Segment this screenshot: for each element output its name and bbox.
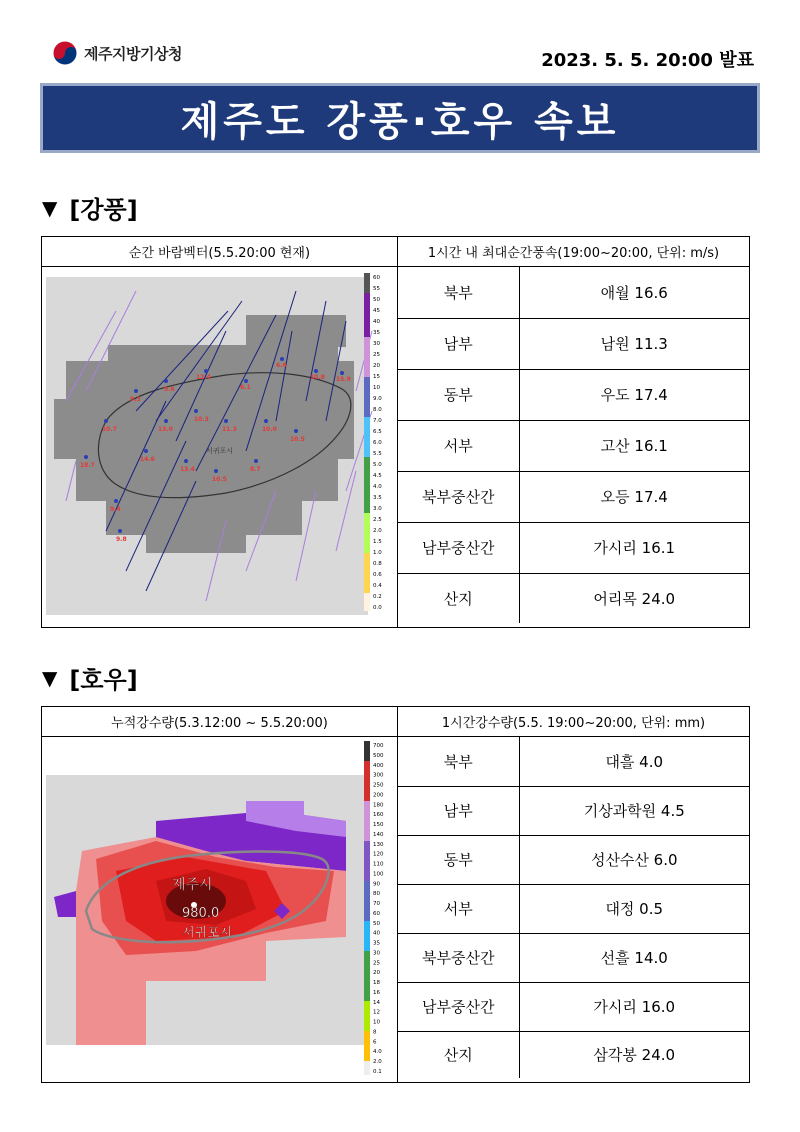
legend-tick-label: 300: [373, 772, 384, 779]
table-row: [398, 318, 749, 369]
rain-panel: [41, 706, 750, 1083]
rain-map-cell: [42, 707, 398, 1082]
legend-tick-label: 5.5: [373, 451, 382, 457]
header: [40, 38, 760, 78]
table-row: [398, 737, 749, 786]
triangle-down-icon: ▼: [42, 195, 58, 220]
triangle-down-icon: ▼: [42, 665, 58, 690]
legend-tick-label: 0.8: [373, 561, 382, 567]
rain-accumulation-map: [46, 741, 392, 1083]
value-cell: 가시리 16.0: [519, 982, 749, 1031]
legend-tick-label: 80: [373, 891, 380, 898]
region-cell: 남부: [398, 318, 519, 369]
table-row: [398, 786, 749, 835]
svg-text:9.8: 9.8: [116, 536, 127, 543]
wind-map-city-label: 서귀포시: [206, 447, 234, 455]
legend-tick-label: 1.5: [373, 539, 382, 545]
rain-table: [398, 737, 749, 1078]
table-row: [398, 835, 749, 884]
table-row: [398, 522, 749, 573]
table-row: [398, 573, 749, 623]
rain-table-caption: 1시간강수량(5.5. 19:00~20:00, 단위: mm): [398, 707, 749, 737]
svg-text:14.6: 14.6: [140, 456, 155, 463]
legend-tick-label: 4.5: [373, 473, 382, 479]
legend-tick-label: 160: [373, 812, 384, 819]
rain-section-label: [호우]: [69, 666, 138, 694]
wind-table-caption: 1시간 내 최대순간풍속(19:00~20:00, 단위: m/s): [398, 237, 749, 267]
agency-name: 제주지방기상청: [84, 44, 182, 63]
region-cell: 남부중산간: [398, 982, 519, 1031]
svg-text:13.0: 13.0: [158, 426, 173, 433]
taegeuk-icon: [52, 40, 78, 66]
legend-tick-label: 50: [373, 297, 380, 303]
legend-tick-label: 500: [373, 752, 384, 759]
value-cell: 어리목 24.0: [593, 589, 676, 608]
legend-tick-label: 120: [373, 851, 384, 858]
region-cell: 북부: [398, 267, 519, 318]
svg-text:11.3: 11.3: [222, 426, 237, 433]
legend-tick-label: 10: [373, 1019, 380, 1026]
legend-tick-label: 0.4: [373, 583, 382, 589]
legend-tick-label: 55: [373, 286, 380, 292]
table-row: [398, 982, 749, 1031]
legend-tick-label: 40: [373, 319, 380, 325]
svg-text:10.0: 10.0: [262, 426, 277, 433]
page-title: 제주도 강풍·호우 속보: [180, 98, 620, 145]
svg-text:10.5: 10.5: [290, 436, 305, 443]
legend-tick-label: 9.0: [373, 396, 382, 402]
legend-tick-label: 25: [373, 352, 380, 358]
legend-tick-label: 45: [373, 308, 380, 314]
value-cell: 가시리 16.1: [519, 522, 749, 573]
rain-map-label-max: 980.0: [182, 906, 220, 921]
rain-map-label-jeju: 제주시: [172, 877, 213, 893]
legend-tick-label: 140: [373, 831, 384, 838]
legend-tick-label: 400: [373, 762, 384, 769]
table-row: [398, 1031, 749, 1078]
legend-tick-label: 20: [373, 970, 380, 977]
svg-text:12.4: 12.4: [196, 374, 211, 381]
legend-tick-label: 3.0: [373, 506, 382, 512]
legend-tick-label: 1.0: [373, 550, 382, 556]
legend-tick-label: 700: [373, 743, 384, 749]
table-row: [398, 267, 749, 318]
legend-tick-label: 40: [373, 930, 380, 937]
rain-legend: [364, 741, 384, 1075]
legend-tick-label: 10: [373, 385, 380, 391]
value-cell: 대정 0.5: [519, 884, 749, 933]
svg-text:10.7: 10.7: [102, 426, 117, 433]
legend-tick-label: 150: [373, 822, 384, 829]
legend-tick-label: 90: [373, 881, 380, 888]
legend-tick-label: 6.5: [373, 429, 382, 435]
legend-tick-label: 35: [373, 940, 380, 947]
legend-tick-label: 2.0: [373, 1059, 382, 1066]
svg-text:10.5: 10.5: [212, 476, 227, 483]
legend-tick-label: 3.5: [373, 495, 382, 501]
legend-tick-label: 60: [373, 275, 380, 281]
legend-tick-label: 30: [373, 341, 380, 347]
legend-tick-label: 20: [373, 363, 380, 369]
wind-section-title: [42, 190, 138, 225]
wind-panel: [41, 236, 750, 628]
value-cell: 애월 16.6: [519, 267, 749, 318]
wind-vector-map: [46, 271, 392, 623]
region-cell: 서부: [398, 884, 519, 933]
legend-tick-label: 7.0: [373, 418, 382, 424]
value-cell: 선흘 14.0: [519, 933, 749, 982]
legend-tick-label: 0.6: [373, 572, 382, 578]
legend-tick-label: 70: [373, 901, 380, 908]
svg-text:9.4: 9.4: [110, 506, 121, 513]
legend-tick-label: 60: [373, 910, 380, 917]
region-cell: 북부: [398, 737, 519, 786]
table-row: [398, 369, 749, 420]
legend-tick-label: 15: [373, 374, 380, 380]
legend-tick-label: 200: [373, 792, 384, 799]
region-cell: 서부: [398, 420, 519, 471]
legend-tick-label: 0.1: [373, 1069, 382, 1075]
rain-map-caption: 누적강수량(5.3.12:00 ~ 5.5.20:00): [42, 707, 397, 737]
legend-tick-label: 4.0: [373, 1049, 382, 1056]
table-row: [398, 471, 749, 522]
legend-tick-label: 130: [373, 841, 384, 848]
legend-tick-label: 50: [373, 920, 380, 927]
value-cell: 기상과학원 4.5: [519, 786, 749, 835]
legend-tick-label: 14: [373, 999, 380, 1006]
legend-tick-label: 18: [373, 980, 380, 987]
region-cell: 동부: [398, 835, 519, 884]
svg-text:15.9: 15.9: [336, 376, 351, 383]
rain-table-cell: [398, 707, 749, 1082]
svg-text:10.8: 10.8: [310, 374, 325, 381]
value-cell: 대흘 4.0: [519, 737, 749, 786]
legend-tick-label: 100: [373, 871, 384, 878]
issued-time: 2023. 5. 5. 20:00 발표: [541, 50, 754, 71]
legend-tick-label: 35: [373, 330, 380, 336]
legend-tick-label: 110: [373, 861, 384, 868]
value-cell: 우도 17.4: [519, 369, 749, 420]
legend-tick-label: 8: [373, 1029, 377, 1036]
value-cell: 성산수산 6.0: [519, 835, 749, 884]
region-cell: 동부: [398, 369, 519, 420]
region-cell: 남부중산간: [398, 522, 519, 573]
legend-tick-label: 12: [373, 1009, 380, 1016]
legend-tick-label: 8.0: [373, 407, 382, 413]
legend-tick-label: 180: [373, 802, 384, 809]
wind-legend: [364, 273, 382, 611]
title-banner: [40, 83, 760, 153]
legend-tick-label: 25: [373, 960, 380, 967]
legend-tick-label: 4.0: [373, 484, 382, 490]
svg-text:6.1: 6.1: [240, 384, 251, 391]
legend-tick-label: 6.0: [373, 440, 382, 446]
wind-table: [398, 267, 749, 623]
value-cell: 남원 11.3: [519, 318, 749, 369]
table-row: [398, 933, 749, 982]
value-cell: 오등 17.4: [519, 471, 749, 522]
svg-text:9.6: 9.6: [164, 386, 175, 393]
legend-tick-label: 5.0: [373, 462, 382, 468]
wind-map-cell: [42, 237, 398, 627]
legend-tick-label: 0.0: [373, 605, 382, 611]
rain-map-label-seogwipo: 서귀포시: [182, 926, 233, 941]
svg-text:18.7: 18.7: [80, 462, 95, 469]
rain-section-title: [42, 660, 138, 695]
agency-logo: [52, 40, 182, 66]
region-cell: 북부중산간: [398, 471, 519, 522]
value-cell: 고산 16.1: [519, 420, 749, 471]
legend-tick-label: 6: [373, 1039, 377, 1046]
legend-tick-label: 30: [373, 950, 380, 957]
table-row: [398, 884, 749, 933]
value-cell: 삼각봉 24.0: [593, 1046, 676, 1065]
svg-text:6.6: 6.6: [276, 362, 287, 369]
svg-text:13.4: 13.4: [180, 466, 195, 473]
svg-text:10.3: 10.3: [194, 416, 209, 423]
wind-table-cell: [398, 237, 749, 627]
legend-tick-label: 16: [373, 989, 380, 996]
region-cell: 북부중산간: [398, 933, 519, 982]
wind-map-caption: 순간 바람벡터(5.5.20:00 현재): [42, 237, 397, 267]
region-cell: 산지: [398, 573, 519, 623]
svg-text:9.3: 9.3: [130, 396, 141, 403]
svg-text:8.7: 8.7: [250, 466, 261, 473]
legend-tick-label: 250: [373, 782, 384, 789]
table-row: [398, 420, 749, 471]
legend-tick-label: 2.5: [373, 517, 382, 523]
wind-section-label: [강풍]: [69, 196, 138, 224]
region-cell: 산지: [398, 1031, 519, 1078]
legend-tick-label: 0.2: [373, 594, 382, 600]
region-cell: 남부: [398, 786, 519, 835]
legend-tick-label: 2.0: [373, 528, 382, 534]
